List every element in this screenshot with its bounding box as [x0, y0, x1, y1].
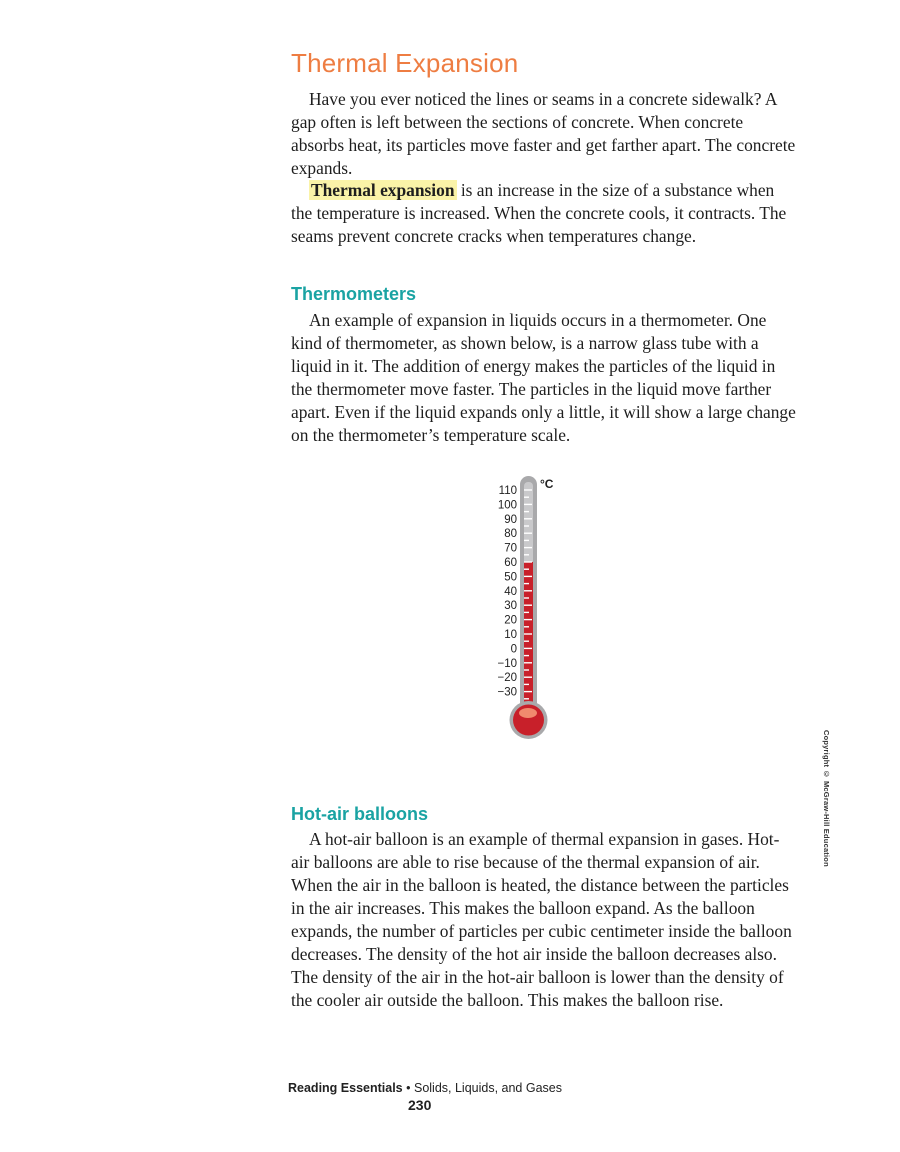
page-number: 230: [408, 1097, 432, 1113]
intro-paragraph: Have you ever noticed the lines or seams in a concrete sidewalk? A gap often is left between the sections of concrete. When concrete absorbs heat, its particles move faster and get farther apart. The concrete expands.: [291, 89, 796, 178]
thermometer-bulb-highlight: [519, 708, 537, 718]
key-term-highlight: Thermal expansion: [311, 180, 455, 200]
thermometers-heading: Thermometers: [291, 284, 417, 304]
balloons-paragraph: A hot-air balloon is an example of thermal expansion in gases. Hot-air balloons are able to rise because of the thermal expansion of air. When the air in the balloon is heated, the distance between the particles in the air increases. This makes the balloon expand. As the balloon expands, the number of particles per cubic centimeter inside the balloon decreases. The density of the hot air inside the balloon decreases also. The density of the air in the hot-air balloon is lower than the density of the cooler air outside the balloon. This makes the balloon rise.: [291, 829, 792, 1010]
scale-label: 20: [504, 614, 517, 627]
footer-line: [288, 1081, 562, 1095]
scale-label: −20: [497, 672, 517, 685]
scale-label: 50: [504, 571, 517, 584]
scale-label: 40: [504, 585, 517, 598]
scale-label: 0: [510, 643, 517, 656]
scale-label: 30: [504, 600, 517, 613]
thermometer-figure: [470, 470, 580, 745]
scale-label: −10: [497, 657, 517, 670]
scale-label: 10: [504, 629, 517, 641]
thermometer-scale-labels: [497, 485, 517, 699]
scale-label: −30: [497, 686, 517, 699]
footer-bullet: •: [406, 1081, 411, 1095]
scale-label: 90: [504, 513, 517, 526]
definition-paragraph: [291, 179, 796, 248]
thermometers-paragraph: An example of expansion in liquids occurs in a thermometer. One kind of thermometer, as shown below, is a narrow glass tube with a liquid in it. The addition of energy makes the particles of the liquid in the thermometer move faster. The particles in the liquid move farther apart. Even if the liquid expands only a little, it will show a large change on the thermometer’s temperature scale.: [291, 310, 796, 445]
scale-label: 80: [504, 528, 517, 541]
scale-label: 110: [498, 485, 517, 497]
scale-label: 100: [497, 499, 517, 512]
scale-label: 70: [504, 542, 517, 555]
definition-text: is an increase in the size of a substance when the temperature is increased. When the concrete cools, it contracts. The seams prevent concrete cracks when temperatures change.: [291, 180, 787, 246]
section-title: Thermal Expansion: [291, 48, 519, 78]
copyright-notice: Copyright © McGraw-Hill Education: [822, 730, 831, 867]
footer-chapter: Solids, Liquids, and Gases: [413, 1081, 562, 1095]
thermometer-unit-label: °C: [540, 477, 554, 491]
footer-book-title: Reading Essentials: [288, 1081, 403, 1095]
scale-label: 60: [504, 557, 517, 569]
thermometer-liquid: [524, 562, 533, 716]
balloons-heading: Hot-air balloons: [291, 804, 429, 824]
